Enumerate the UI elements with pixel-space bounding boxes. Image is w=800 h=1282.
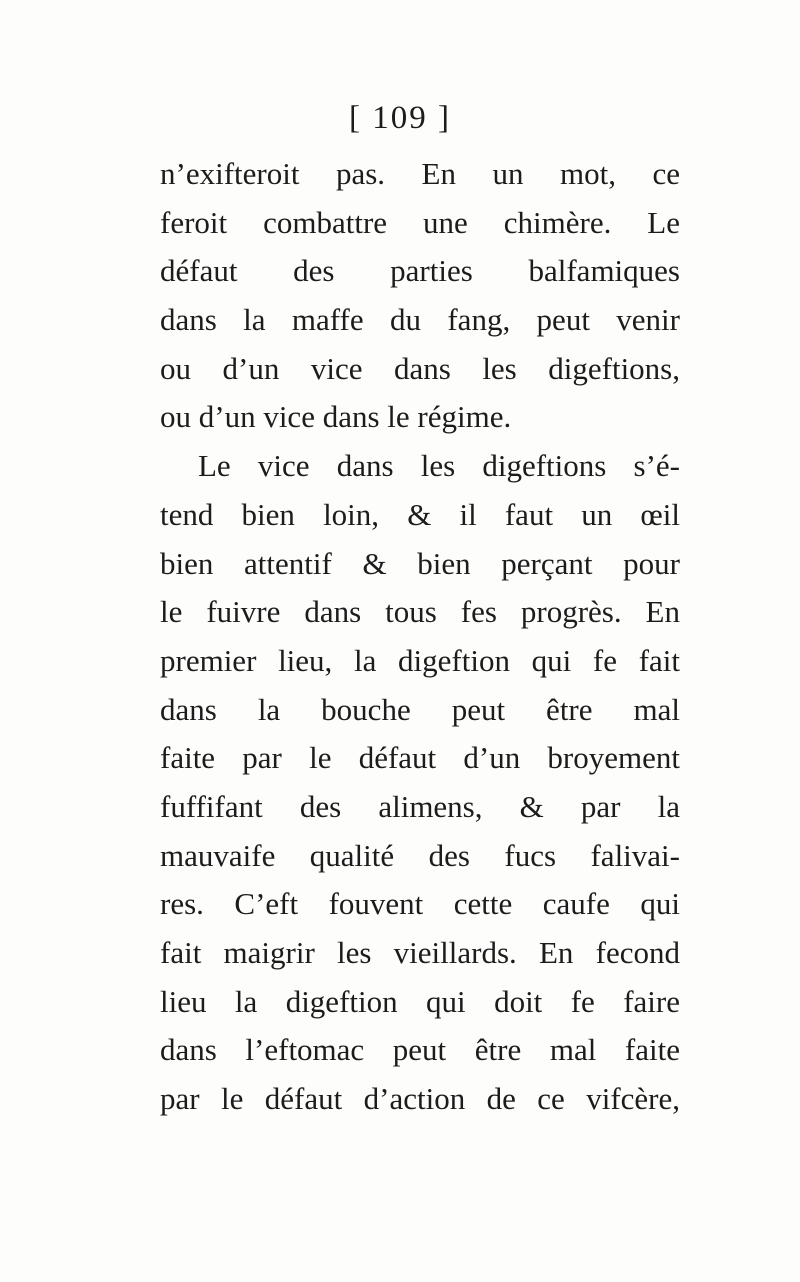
page-number: [ 109 ] [349, 100, 451, 136]
text-line: dans la bouche peut être mal [160, 691, 680, 727]
text-line: premier lieu, la digeftion qui fe fait [160, 642, 680, 678]
body-text [160, 150, 680, 1124]
text-line: res. C’eft fouvent cette caufe qui [160, 886, 680, 922]
text-line: fait maigrir les vieillards. En fecond [160, 935, 680, 970]
text-line: le fuivre dans tous fes progrès. En [160, 594, 680, 630]
text-line: défaut des parties balfamiques [160, 253, 680, 289]
paragraph-start-line: Le vice dans les digeftions s’é- [198, 448, 680, 484]
text-line: par le défaut d’action de ce vifcère, [160, 1081, 680, 1117]
text-line: dans l’eftomac peut être mal faite [160, 1032, 680, 1068]
text-line: mauvaife qualité des fucs falivai- [160, 837, 680, 873]
text-line: tend bien loin, & il faut un œil [160, 496, 680, 532]
text-line: ou d’un vice dans les digeftions, [160, 350, 680, 386]
text-line: feroit combattre une chimère. Le [160, 204, 680, 240]
text-line: bien attentif & bien perçant pour [160, 545, 680, 581]
text-line: n’exifteroit pas. En un mot, ce [160, 156, 680, 191]
text-line: fuffifant des alimens, & par la [160, 788, 680, 824]
text-line: lieu la digeftion qui doit fe faire [160, 983, 680, 1019]
text-line: faite par le défaut d’un broyement [160, 740, 680, 776]
paragraph-end-line: ou d’un vice dans le régime. [160, 399, 512, 435]
text-line: dans la maffe du fang, peut venir [160, 302, 680, 338]
